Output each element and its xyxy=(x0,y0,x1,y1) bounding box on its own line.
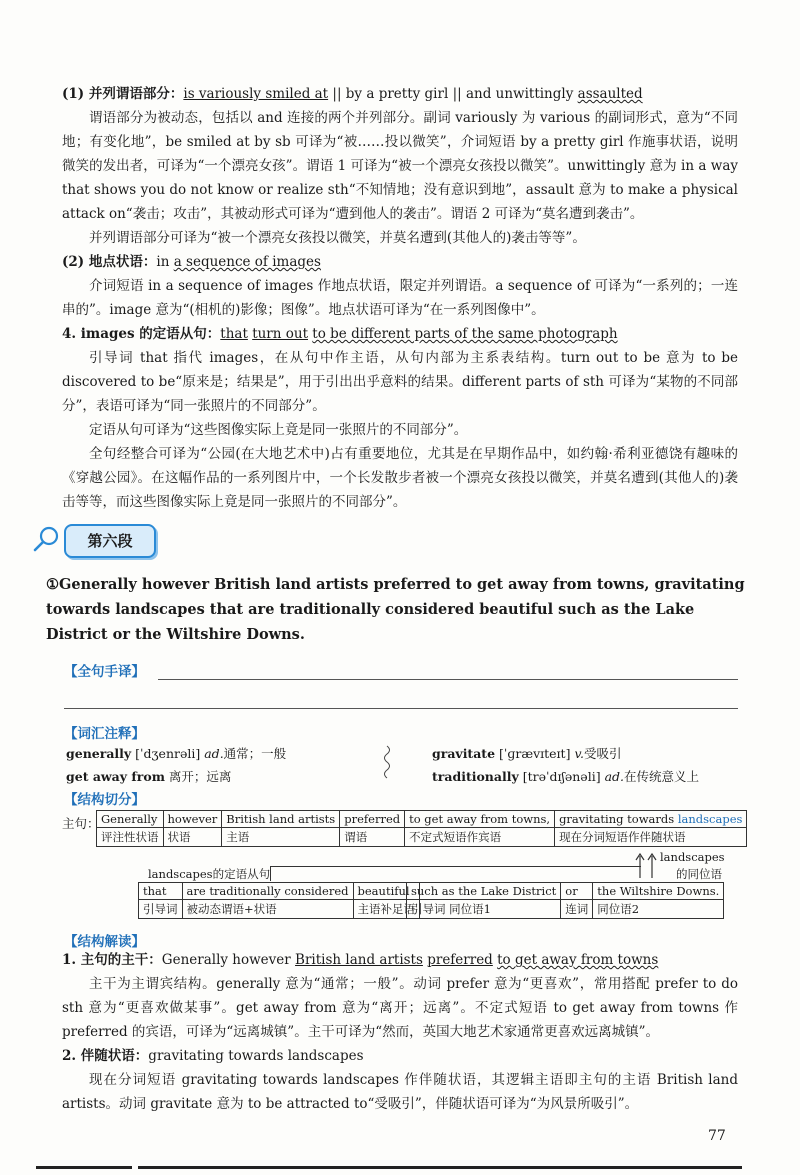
block3-paragraph-1: 引导词 that 指代 images，在从句中作主语，从句内部为主系表结构。turn out to be 意为 to be discovered to be“原来是；结果是”，用于引出出乎意料的结果。different parts of sth 可译为“某物的不同部分”，表语可译为“同一张照片的不同部分”。 xyxy=(62,350,738,414)
diagram-appositive-table xyxy=(406,882,724,919)
translate-line-2 xyxy=(64,708,738,709)
diagram-role: 主语 xyxy=(222,828,340,847)
diagram-main-table xyxy=(96,810,747,847)
vocab-item-generally: generally [ˈdʒenrəli] ad.通常；一般 xyxy=(66,746,287,761)
block5-paragraph-1: 现在分词短语 gravitating towards landscapes 作伴随状语，其逻辑主语即主句的主语 British land artists。动词 gravitate 意为 to be attracted to“受吸引”，伴随状语可译为“为风景所吸引”。 xyxy=(62,1072,738,1112)
diagram-role: 主语补足语 xyxy=(353,900,420,919)
diagram-attr-table xyxy=(138,882,420,919)
diagram-role: 现在分词短语作伴随状语 xyxy=(555,828,747,847)
diagram-cell: to get away from towns, xyxy=(405,811,555,828)
diagram-role: 谓语 xyxy=(340,828,405,847)
diagram-cell: however xyxy=(163,811,222,828)
diagram-cell: Generally xyxy=(97,811,164,828)
block1-paragraph-1: 谓语部分为被动态，包括以 and 连接的两个并列部分。副词 variously 为 various 的副词形式，意为“不同地；有变化地”，be smiled at by sb 可译为“被……投以微笑”，介词短语 by a pretty girl 作施事状语，说明微笑的发出者，可译为“一个漂亮女孩”。谓语 1 可译为“被一个漂亮女孩投以微笑”。unwittingly 意为 in a way that shows you do not know or realize sth“不知情地；没有意识到地”，assault 意为 to make a physical attack on“袭击；攻击”，其被动形式可译为“遭到他人的袭击”。谓语 2 可译为“莫名遭到袭击”。 xyxy=(62,110,738,222)
vocab-item-get-away-from: get away from 离开；远离 xyxy=(66,769,232,784)
attr-bracket xyxy=(270,866,641,881)
diagram-role: 同位语2 xyxy=(593,900,724,919)
vocab-label: 【词汇注释】 xyxy=(64,726,145,742)
diagram-role: 被动态谓语+状语 xyxy=(182,900,353,919)
attr-clause-label: landscapes的定语从句 xyxy=(148,867,271,881)
diagram-cell: beautiful xyxy=(353,883,420,900)
diagram-cell: or xyxy=(561,883,593,900)
block4-heading: 1. 主句的主干：Generally however British land artists preferred to get away from towns xyxy=(62,952,659,968)
diagram-cell: the Wiltshire Downs. xyxy=(593,883,724,900)
translate-line-1 xyxy=(158,679,738,680)
section-badge: 第六段 xyxy=(64,524,156,558)
arrow-up-icon xyxy=(646,852,658,880)
key-sentence: ①Generally however British land artists preferred to get away from towns, gravitating towards landscapes that are traditionally considered beautiful such as the Lake District or the Wiltshire Downs. xyxy=(46,576,745,643)
magnifier-icon xyxy=(32,524,62,554)
diagram-role: 引导词 xyxy=(139,900,183,919)
vocab-item-gravitate: gravitate [ˈɡrævɪteɪt] v.受吸引 xyxy=(432,746,622,761)
diagram-cell: are traditionally considered xyxy=(182,883,353,900)
block5-heading: 2. 伴随状语：gravitating towards landscapes xyxy=(62,1048,364,1064)
diagram-cell: that xyxy=(139,883,183,900)
cut-label: 【结构切分】 xyxy=(64,792,145,808)
diagram-role: 评注性状语 xyxy=(97,828,164,847)
block3-heading: 4. images 的定语从句：that turn out to be different parts of the same photograph xyxy=(62,326,618,342)
diagram-cell: preferred xyxy=(340,811,405,828)
divider-wave-icon xyxy=(380,744,394,784)
diagram-role: 连词 xyxy=(561,900,593,919)
block2-heading: (2) 地点状语：in a sequence of images xyxy=(62,254,321,270)
block1-heading: (1) 并列谓语部分：is variously smiled at || by a pretty girl || and unwittingly assaulted xyxy=(62,86,643,102)
block2-paragraph-1: 介词短语 in a sequence of images 作地点状语，限定并列谓语。a sequence of 可译为“一系列的；一连串的”。image 意为“(相机的)影像；图像”。地点状语可译为“在一系列图像中”。 xyxy=(62,278,738,318)
explain-label: 【结构解读】 xyxy=(64,934,145,950)
diagram-role: 不定式短语作宾语 xyxy=(405,828,555,847)
page-number: 77 xyxy=(708,1128,726,1144)
block3-paragraph-3: 全句经整合可译为“公园(在大地艺术中)占有重要地位，尤其是在早期作品中，如约翰·希利亚德饶有趣味的《穿越公园》。在这幅作品的一系列图片中，一个长发散步者被一个漂亮女孩投以微笑，并莫名遭到(其他人的)袭击等等，而这些图像实际上竟是同一张照片的不同部分”。 xyxy=(62,446,738,510)
block1-paragraph-2: 并列谓语部分可译为“被一个漂亮女孩投以微笑，并莫名遭到(其他人的)袭击等等”。 xyxy=(89,230,586,246)
diagram-cell: such as the Lake District xyxy=(407,883,561,900)
diagram-cell: British land artists xyxy=(222,811,340,828)
block3-paragraph-2: 定语从句可译为“这些图像实际上竟是同一张照片的不同部分”。 xyxy=(89,422,468,438)
footer-rule-right xyxy=(138,1166,742,1169)
appositive-label-1: landscapes xyxy=(660,850,725,864)
vocab-item-traditionally: traditionally [trəˈdɪʃənəli] ad.在传统意义上 xyxy=(432,769,700,784)
footer-rule-left xyxy=(36,1166,132,1169)
diagram-cell: gravitating towards landscapes xyxy=(555,811,747,828)
diagram-main-label: 主句： xyxy=(62,816,100,831)
translate-label: 【全句手译】 xyxy=(64,664,145,680)
appositive-label-2: 的同位语 xyxy=(676,867,722,881)
block4-paragraph-1: 主干为主谓宾结构。generally 意为“通常；一般”。动词 prefer 意为“更喜欢”，常用搭配 prefer to do sth 意为“更喜欢做某事”。get away from 意为“离开；远离”。不定式短语 to get away from towns 作 preferred 的宾语，可译为“远离城镇”。主干可译为“然而，英国大地艺术家通常更喜欢远离城镇”。 xyxy=(62,976,738,1040)
diagram-role: 引导词 同位语1 xyxy=(407,900,561,919)
arrow-up-icon xyxy=(634,852,646,880)
diagram-role: 状语 xyxy=(163,828,222,847)
